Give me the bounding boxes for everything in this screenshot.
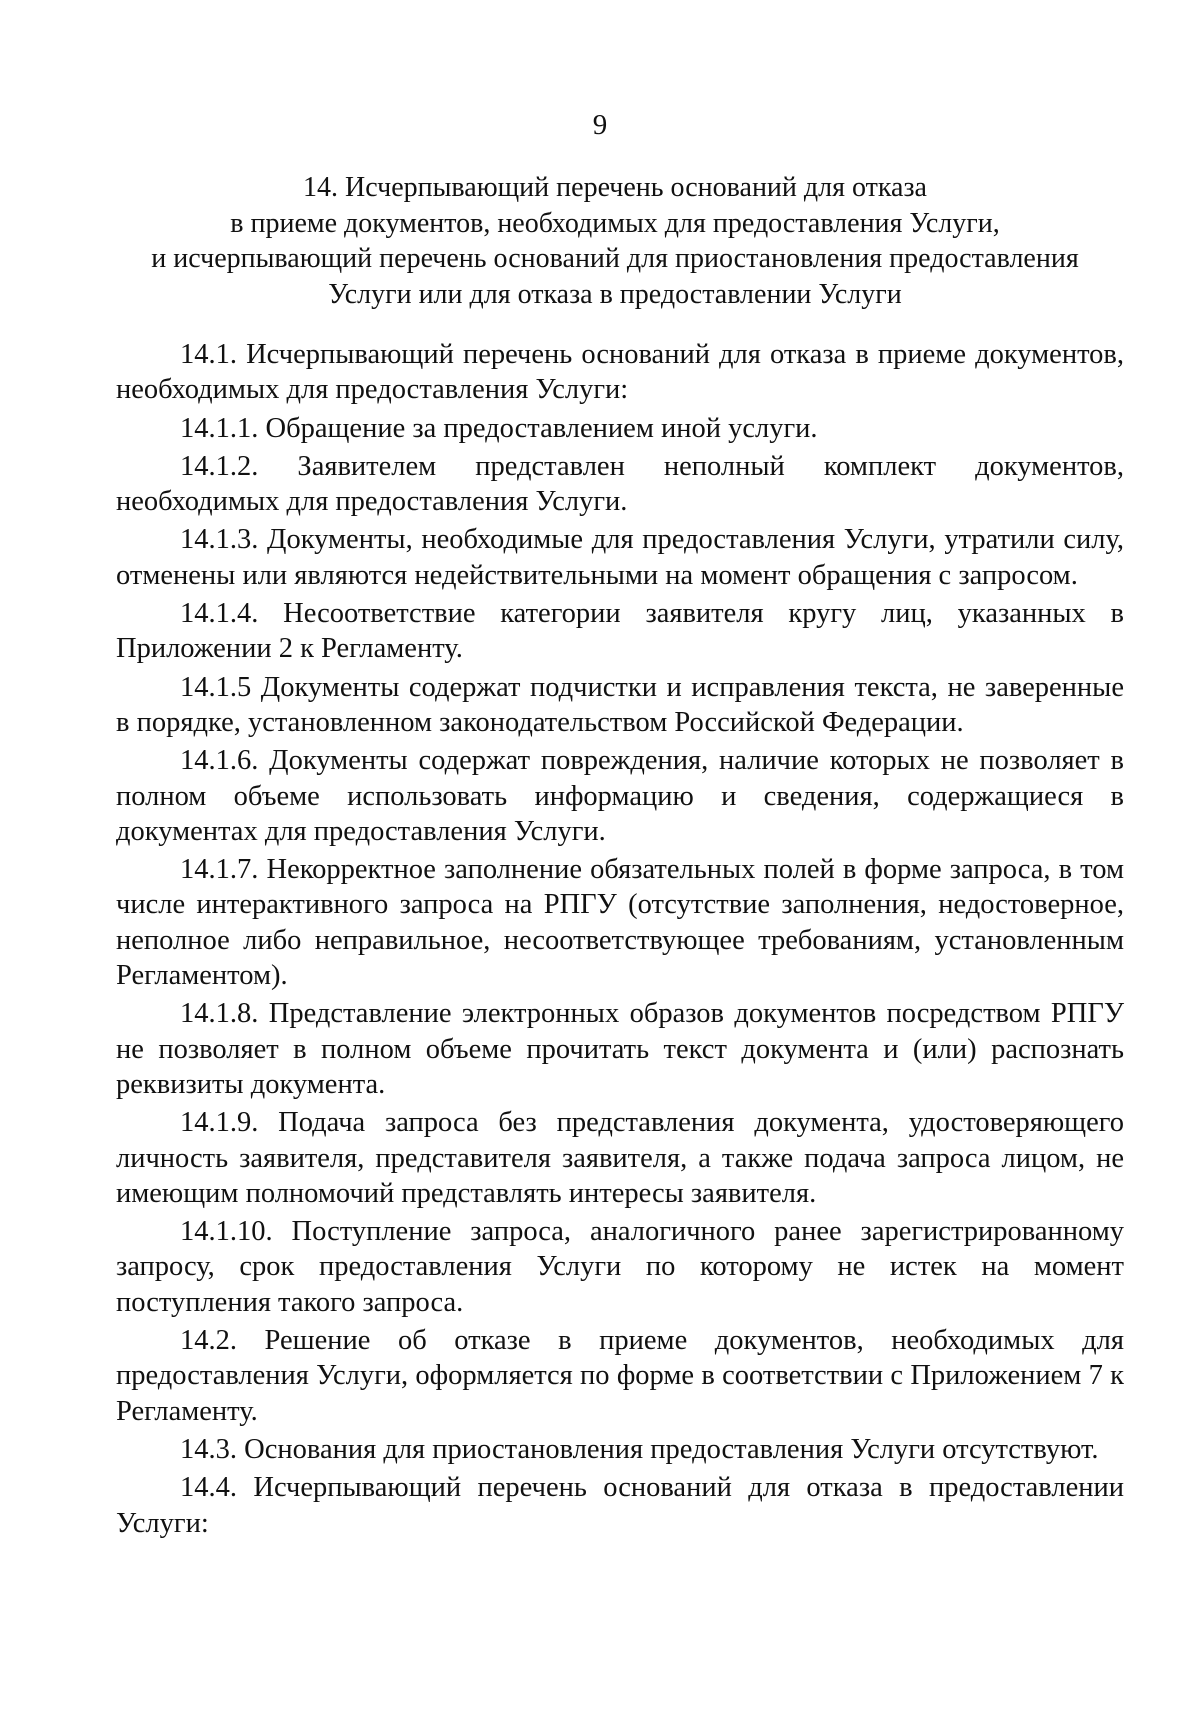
section-heading-line: в приеме документов, необходимых для предоставления Услуги, [230,207,1000,239]
paragraph-14-1-7: 14.1.7. Некорректное заполнение обязательных полей в форме запроса, в том числе интерактивного запроса на РПГУ (отсутствие заполнения, недостоверное, неполное либо неправильное, несоответствующее требованиям, установленным Регламентом). [116,854,1124,992]
paragraph-14-1-9: 14.1.9. Подача запроса без представления документа, удостоверяющего личность заявителя, представителя заявителя, а также подача запроса лицом, не имеющим полномочий представлять интересы заявителя. [116,1107,1124,1209]
paragraph-14-4: 14.4. Исчерпывающий перечень оснований для отказа в предоставлении Услуги: [116,1472,1124,1539]
paragraph-14-2: 14.2. Решение об отказе в приеме документов, необходимых для предоставления Услуги, оформляется по форме в соответствии с Приложением 7 к Регламенту. [116,1325,1124,1427]
paragraph-14-1-3: 14.1.3. Документы, необходимые для предоставления Услуги, утратили силу, отменены или являются недействительными на момент обращения с запросом. [116,524,1124,591]
paragraph-14-1: 14.1. Исчерпывающий перечень оснований для отказа в приеме документов, необходимых для предоставления Услуги: [116,339,1124,406]
paragraph-14-1-2: 14.1.2. Заявителем представлен неполный комплект документов, необходимых для предоставления Услуги. [116,450,1124,518]
paragraph-14-1-8: 14.1.8. Представление электронных образов документов посредством РПГУ не позволяет в полном объеме прочитать текст документа и (или) распознать реквизиты документа. [116,998,1124,1100]
paragraph-14-1-4: 14.1.4. Несоответствие категории заявителя кругу лиц, указанных в Приложении 2 к Регламенту. [116,598,1124,665]
paragraph-14-1-6: 14.1.6. Документы содержат повреждения, наличие которых не позволяет в полном объеме использовать информацию и сведения, содержащиеся в документах для предоставления Услуги. [116,745,1124,847]
section-heading [110,170,1120,312]
section-heading-line: 14. Исчерпывающий перечень оснований для отказа [303,172,927,203]
section-heading-line: и исчерпывающий перечень оснований для приостановления предоставления [151,243,1079,274]
paragraph-14-3: 14.3. Основания для приостановления предоставления Услуги отсутствуют. [180,1433,1099,1465]
paragraph-14-1-5: 14.1.5 Документы содержат подчистки и исправления текста, не заверенные в порядке, установленном законодательством Российской Федерации. [116,671,1124,738]
document-body [116,337,1124,1541]
section-heading-line: Услуги или для отказа в предоставлении Услуги [328,278,902,310]
paragraph-14-1-10: 14.1.10. Поступление запроса, аналогичного ранее зарегистрированному запросу, срок предоставления Услуги по которому не истек на момент поступления такого запроса. [116,1216,1124,1318]
paragraph-14-1-1: 14.1.1. Обращение за предоставлением иной услуги. [180,412,818,444]
page-number: 9 [592,109,608,141]
